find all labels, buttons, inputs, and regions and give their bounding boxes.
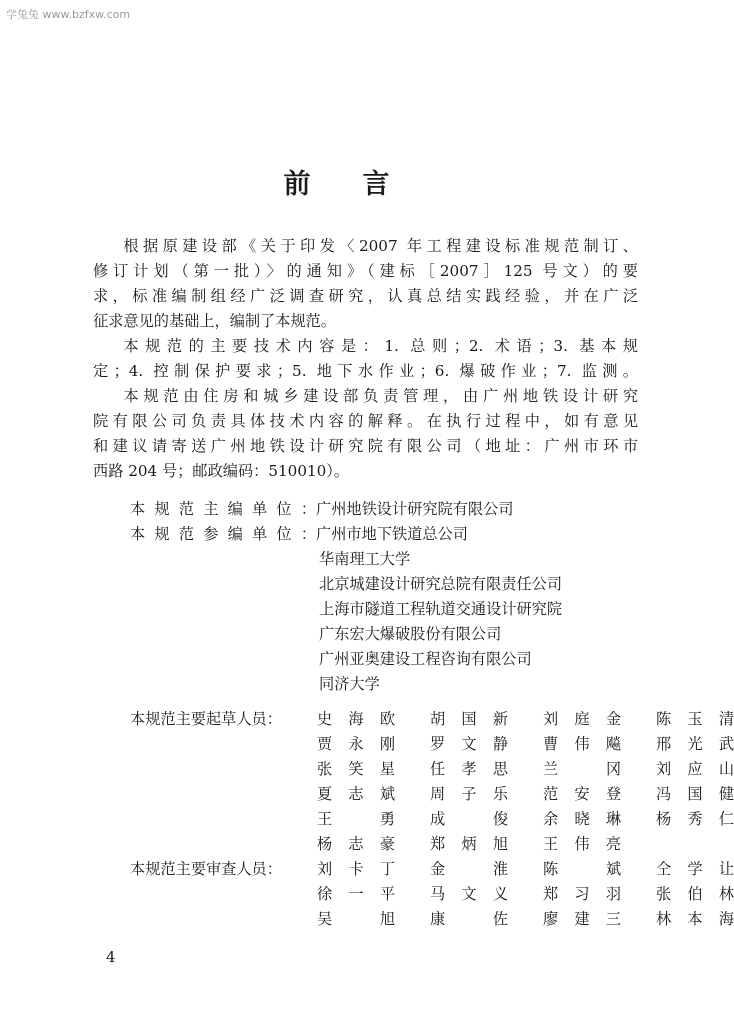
paragraph-contents — [93, 334, 638, 384]
drafter-name: 周子乐 — [430, 785, 508, 803]
drafter-name: 冯国健 — [656, 785, 734, 803]
reviewer-name: 林本海 — [656, 910, 734, 928]
participating-units-row — [130, 522, 468, 547]
text-line: 修订计划（第一批）〉的通知》（建标［2007］125 号文）的要 — [93, 262, 638, 280]
drafter-name: 郑炳旭 — [430, 835, 508, 853]
drafter-name: 罗文静 — [430, 735, 508, 753]
drafter-name: 王伟亮 — [543, 835, 621, 853]
participating-unit: 北京城建设计研究总院有限责任公司 — [319, 575, 562, 593]
name-row — [317, 732, 734, 757]
chief-unit-value: 广州地铁设计研究院有限公司 — [316, 500, 514, 518]
participating-unit: 上海市隧道工程轨道交通设计研究院 — [319, 600, 562, 618]
name-row — [317, 857, 734, 882]
reviewers-label-row — [130, 857, 282, 882]
reviewer-name: 金 淮 — [430, 860, 508, 878]
drafter-name: 刘应山 — [656, 760, 734, 778]
participating-unit: 广东宏大爆破股份有限公司 — [319, 625, 502, 643]
chief-unit-label: 本规范主编单位： — [130, 500, 316, 518]
text-line: 求，标准编制组经广泛调查研究，认真总结实践经验，并在广泛 — [93, 287, 638, 305]
text-line: 和建议请寄送广州地铁设计研究院有限公司（地址：广州市环市 — [93, 437, 638, 455]
name-row — [317, 757, 734, 782]
chief-unit-row — [130, 497, 513, 522]
reviewer-name: 康 佐 — [430, 910, 508, 928]
name-row — [317, 782, 734, 807]
text-line: 根据原建设部《关于印发〈2007 年工程建设标准规范制订、 — [123, 237, 638, 255]
drafter-name: 兰 冈 — [543, 760, 621, 778]
drafter-name: 邢光武 — [656, 735, 734, 753]
reviewer-name: 徐一平 — [317, 885, 395, 903]
participating-unit: 华南理工大学 — [319, 550, 411, 568]
name-row — [317, 882, 734, 907]
participating-unit: 同济大学 — [319, 675, 380, 693]
text-line: 征求意见的基础上，编制了本规范。 — [93, 312, 336, 330]
preface-body — [93, 234, 638, 484]
text-line: 本规范的主要技术内容是：1. 总则；2. 术语；3. 基本规 — [123, 337, 638, 355]
drafter-name: 余晓琳 — [543, 810, 621, 828]
text-line: 定；4. 控制保护要求；5. 地下水作业；6. 爆破作业；7. 监测。 — [93, 362, 638, 380]
reviewer-name: 刘卡丁 — [317, 860, 395, 878]
watermark: 学兔兔 www.bzfxw.com — [6, 8, 131, 21]
drafter-name: 范安登 — [543, 785, 621, 803]
reviewers-list — [317, 857, 734, 932]
participating-units-label: 本规范参编单位： — [130, 525, 316, 543]
drafter-name: 刘庭金 — [543, 710, 621, 728]
drafter-name: 贾永刚 — [317, 735, 395, 753]
drafter-name: 成 俊 — [430, 810, 508, 828]
drafter-name: 任孝思 — [430, 760, 508, 778]
reviewer-name: 廖建三 — [543, 910, 621, 928]
page-title: 前言 — [283, 169, 442, 200]
drafters-list — [317, 707, 734, 857]
name-row — [317, 832, 734, 857]
reviewer-name: 陈 斌 — [543, 860, 621, 878]
name-row — [317, 707, 734, 732]
reviewer-name: 吴 旭 — [317, 910, 395, 928]
drafter-name: 陈玉清 — [656, 710, 734, 728]
reviewer-name: 马文义 — [430, 885, 508, 903]
paragraph-management — [93, 384, 638, 484]
drafter-name: 杨志豪 — [317, 835, 395, 853]
name-row — [317, 807, 734, 832]
drafters-label-row — [130, 707, 282, 732]
paragraph-background — [93, 234, 638, 334]
participating-unit: 广州市地下铁道总公司 — [316, 525, 468, 543]
drafter-name: 胡国新 — [430, 710, 508, 728]
reviewer-name: 郑习羽 — [543, 885, 621, 903]
reviewer-name: 仝学让 — [656, 860, 734, 878]
drafter-name: 曹伟飚 — [543, 735, 621, 753]
drafter-name: 杨秀仁 — [656, 810, 734, 828]
drafter-name: 王 勇 — [317, 810, 395, 828]
text-line: 院有限公司负责具体技术内容的解释。在执行过程中，如有意见 — [93, 412, 638, 430]
text-line: 本规范由住房和城乡建设部负责管理，由广州地铁设计研究 — [123, 387, 638, 405]
name-row — [317, 907, 734, 932]
drafter-name: 张笑星 — [317, 760, 395, 778]
drafter-name: 夏志斌 — [317, 785, 395, 803]
drafter-name: 史海欧 — [317, 710, 395, 728]
participating-unit: 广州亚奥建设工程咨询有限公司 — [319, 650, 532, 668]
reviewer-name: 张伯林 — [656, 885, 734, 903]
reviewers-label: 本规范主要审查人员： — [130, 860, 282, 878]
text-line: 西路 204 号；邮政编码：510010）。 — [93, 462, 350, 480]
page-number: 4 — [106, 948, 116, 966]
drafters-label: 本规范主要起草人员： — [130, 710, 282, 728]
